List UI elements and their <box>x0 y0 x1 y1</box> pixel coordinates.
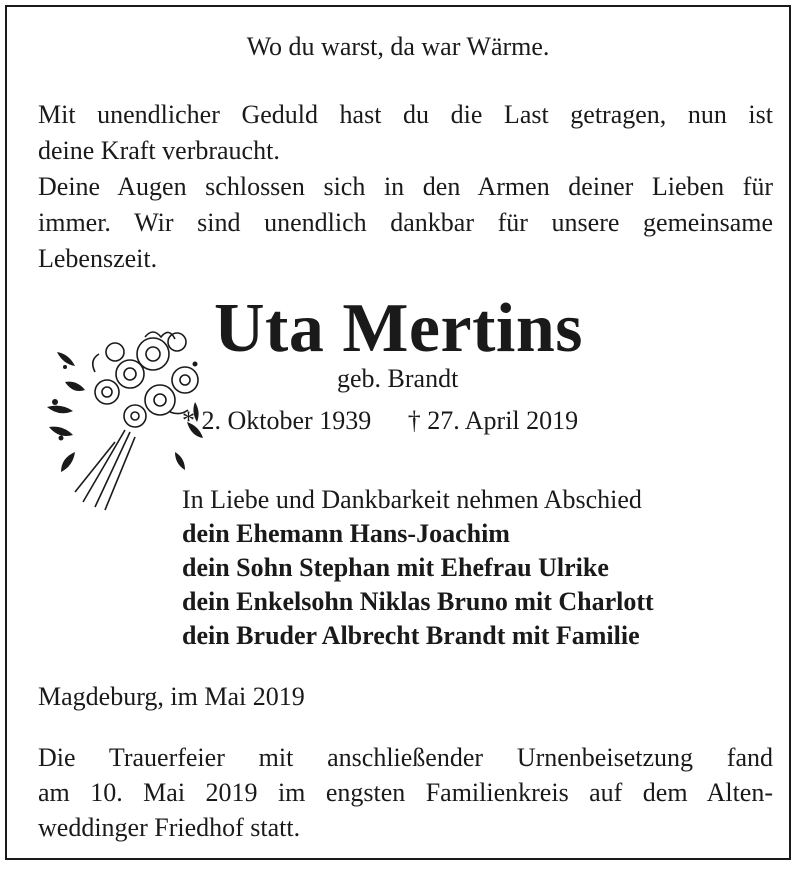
death-date: † 27. April 2019 <box>407 406 579 435</box>
obituary-notice <box>5 5 791 860</box>
deceased-name: Uta Mertins <box>214 290 584 367</box>
ceremony-line: Die Trauerfeier mit anschließender Urnenbeisetzung fand <box>38 743 773 772</box>
birth-date: * 2. Oktober 1939 <box>182 406 372 435</box>
mourner-line: dein Enkelsohn Niklas Bruno mit Charlott <box>182 587 654 616</box>
intro-line: deine Kraft verbraucht. <box>38 136 280 165</box>
farewell-block <box>182 483 654 653</box>
motto-line: Wo du warst, da war Wärme. <box>246 32 550 61</box>
intro-line: Lebenszeit. <box>38 244 158 273</box>
place-date: Magdeburg, im Mai 2019 <box>38 682 305 711</box>
intro-line: immer. Wir sind unendlich dankbar für unsere gemeinsame <box>38 208 773 237</box>
life-dates <box>182 405 578 437</box>
ceremony-paragraph <box>38 740 773 845</box>
mourner-line: dein Sohn Stephan mit Ehefrau Ulrike <box>182 553 609 582</box>
birth-name: geb. Brandt <box>337 364 459 393</box>
intro-line: Mit unendlicher Geduld hast du die Last getragen, nun ist <box>38 100 773 129</box>
mourner-line: dein Bruder Albrecht Brandt mit Familie <box>182 621 640 650</box>
ceremony-line: am 10. Mai 2019 im engsten Familienkreis auf dem Alten- <box>38 778 773 807</box>
mourner-line: dein Ehemann Hans-Joachim <box>182 519 510 548</box>
farewell-intro: In Liebe und Dankbarkeit nehmen Abschied <box>182 485 642 514</box>
intro-line: Deine Augen schlossen sich in den Armen deiner Lieben für <box>38 172 773 201</box>
intro-paragraph <box>38 97 773 277</box>
ceremony-line: weddinger Friedhof statt. <box>38 813 301 842</box>
